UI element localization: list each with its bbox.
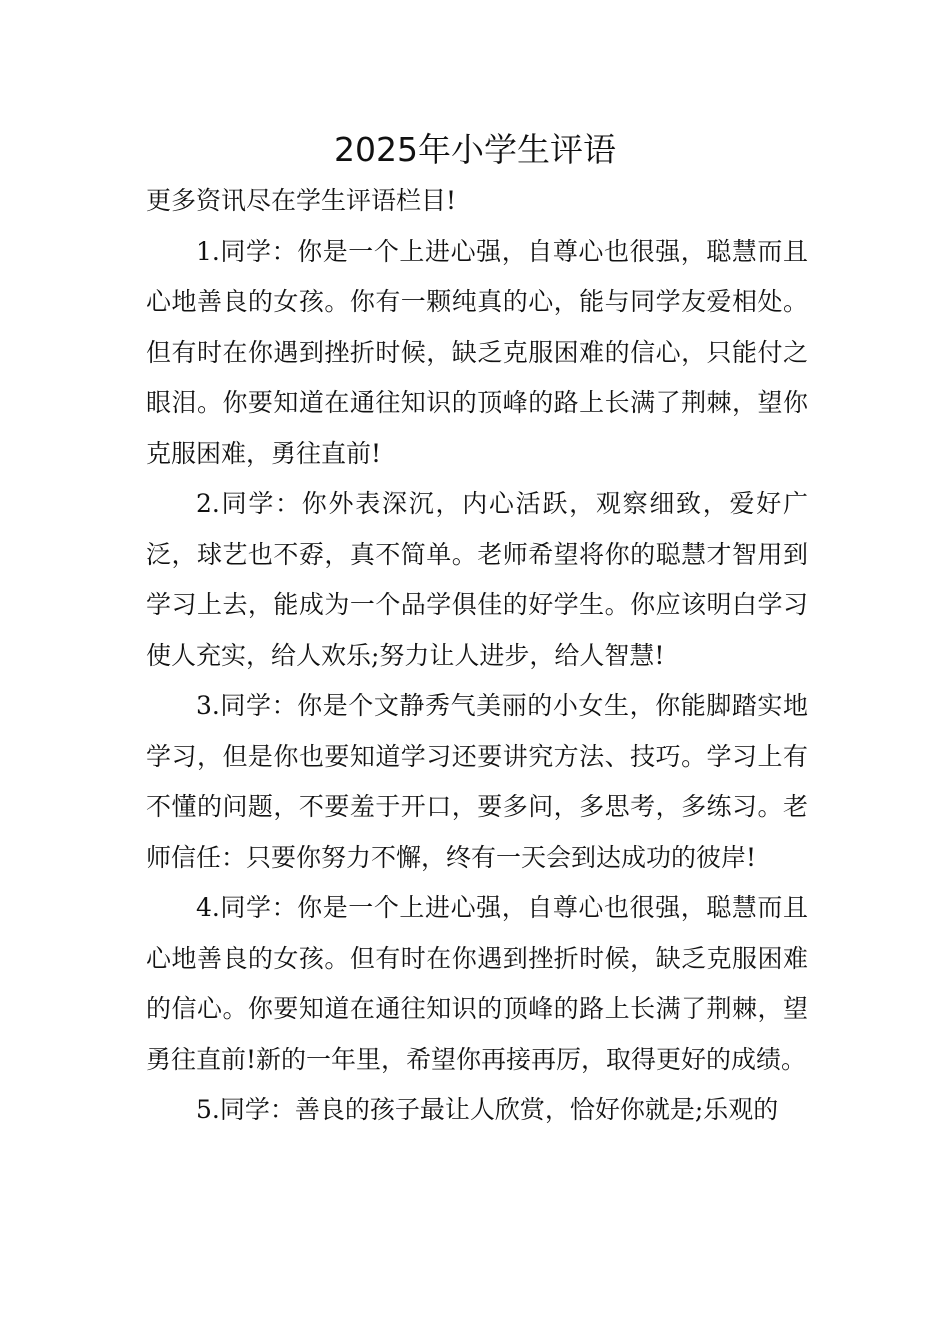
comment-paragraph-1: 1.同学：你是一个上进心强，自尊心也很强，聪慧而且心地善良的女孩。你有一颗纯真的心，能与同学友爱相处。但有时在你遇到挫折时候，缺乏克服困难的信心，只能付之眼泪。你要知道在通往知识的顶峰的路上长满了荆棘，望你克服困难，勇往直前! (146, 236, 808, 468)
intro-line: 更多资讯尽在学生评语栏目! (146, 186, 457, 215)
comment-paragraph-4: 4.同学：你是一个上进心强，自尊心也很强，聪慧而且心地善良的女孩。但有时在你遇到挫折时候，缺乏克服困难的信心。你要知道在通往知识的顶峰的路上长满了荆棘，望勇往直前!新的一年里，希望你再接再厉，取得更好的成绩。 (146, 893, 808, 1074)
document-title: 2025年小学生评语 (334, 130, 616, 169)
comment-paragraph-5: 5.同学：善良的孩子最让人欣赏，恰好你就是;乐观的 (196, 1095, 779, 1124)
document-body (146, 176, 808, 1136)
comment-paragraph-2: 2.同学：你外表深沉，内心活跃，观察细致，爱好广泛，球艺也不孬，真不简单。老师希望将你的聪慧才智用到学习上去，能成为一个品学俱佳的好学生。你应该明白学习使人充实，给人欢乐;努力让人进步，给人智慧! (146, 489, 808, 670)
comment-paragraph-3: 3.同学：你是个文静秀气美丽的小女生，你能脚踏实地学习，但是你也要知道学习还要讲究方法、技巧。学习上有不懂的问题，不要羞于开口，要多问，多思考，多练习。老师信任：只要你努力不懈，终有一天会到达成功的彼岸! (146, 691, 808, 872)
